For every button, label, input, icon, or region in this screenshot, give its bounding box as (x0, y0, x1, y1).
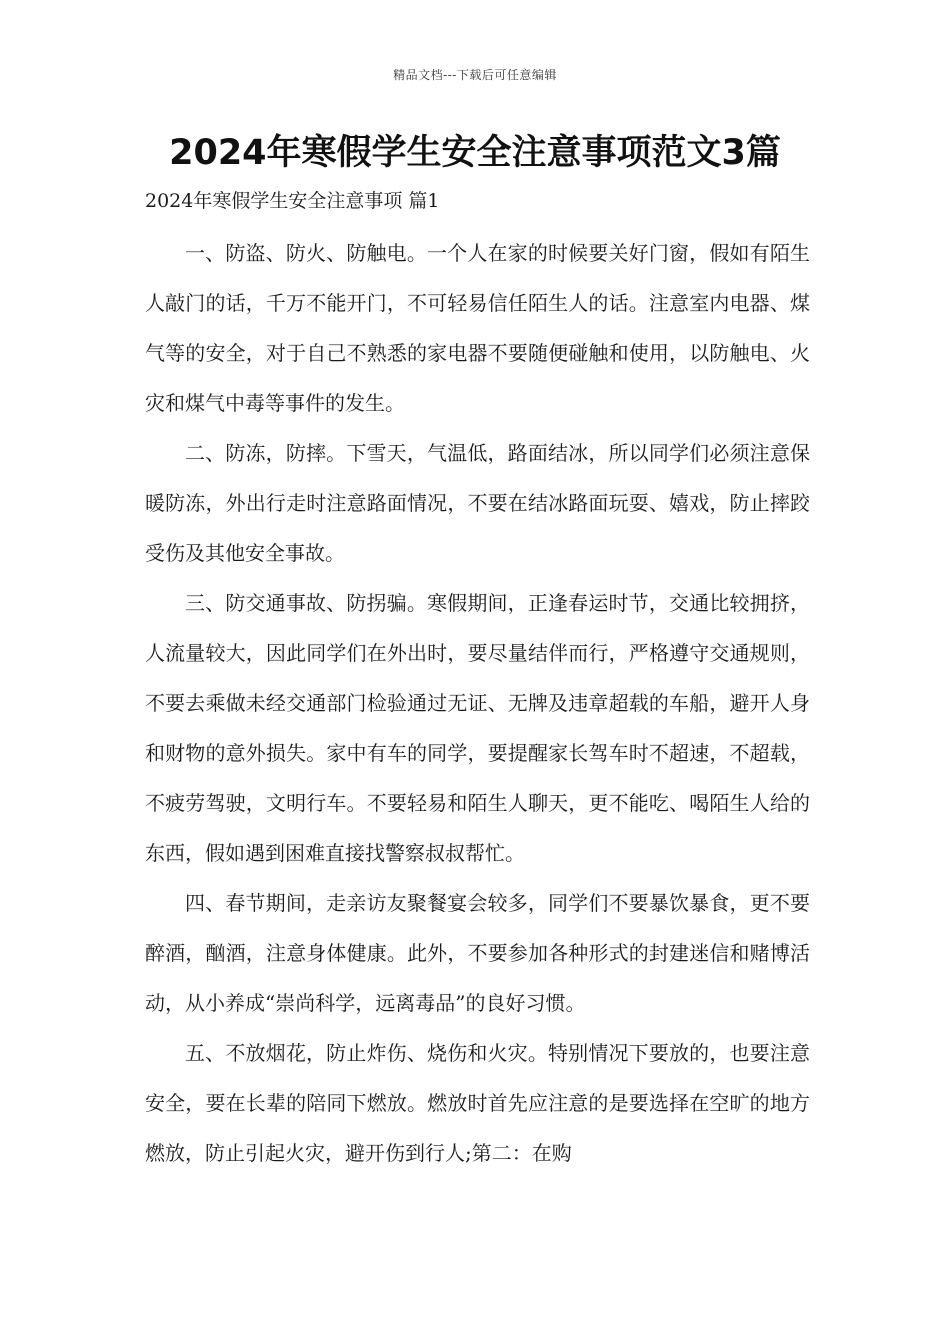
paragraph-5: 五、不放烟花，防止炸伤、烧伤和火灾。特别情况下要放的，也要注意安全，要在长辈的陪同下燃放。燃放时首先应注意的是要选择在空旷的地方燃放，防止引起火灾，避开伤到行人;第二：在购 (145, 1041, 810, 1165)
paragraph-4: 四、春节期间，走亲访友聚餐宴会较多，同学们不要暴饮暴食，更不要醉酒，酗酒，注意身体健康。此外，不要参加各种形式的封建迷信和赌博活动，从小养成“崇尚科学，远离毒品”的良好习惯。 (145, 891, 810, 1015)
paragraph-2: 二、防冻，防摔。下雪天，气温低，路面结冰，所以同学们必须注意保暖防冻，外出行走时注意路面情况，不要在结冰路面玩耍、嬉戏，防止摔跤受伤及其他安全事故。 (145, 441, 810, 565)
paragraph-3: 三、防交通事故、防拐骗。寒假期间，正逢春运时节，交通比较拥挤，人流量较大，因此同学们在外出时，要尽量结伴而行，严格遵守交通规则，不要去乘做未经交通部门检验通过无证、无牌及违章超载的车船，避开人身和财物的意外损失。家中有车的同学，要提醒家长驾车时不超速，不超载，不疲劳驾驶，文明行车。不要轻易和陌生人聊天，更不能吃、喝陌生人给的东西，假如遇到困难直接找警察叔叔帮忙。 (145, 591, 810, 865)
paragraph-1: 一、防盗、防火、防触电。一个人在家的时候要关好门窗，假如有陌生人敲门的话，千万不能开门，不可轻易信任陌生人的话。注意室内电器、煤气等的安全，对于自己不熟悉的家电器不要随便碰触和使用，以防触电、火灾和煤气中毒等事件的发生。 (145, 241, 810, 415)
document-title: 2024年寒假学生安全注意事项范文3篇 (169, 133, 781, 173)
document-body (145, 228, 810, 1178)
header-note: 精品文档---下载后可任意编辑 (393, 68, 557, 82)
section-heading: 2024年寒假学生安全注意事项 篇1 (145, 190, 440, 212)
